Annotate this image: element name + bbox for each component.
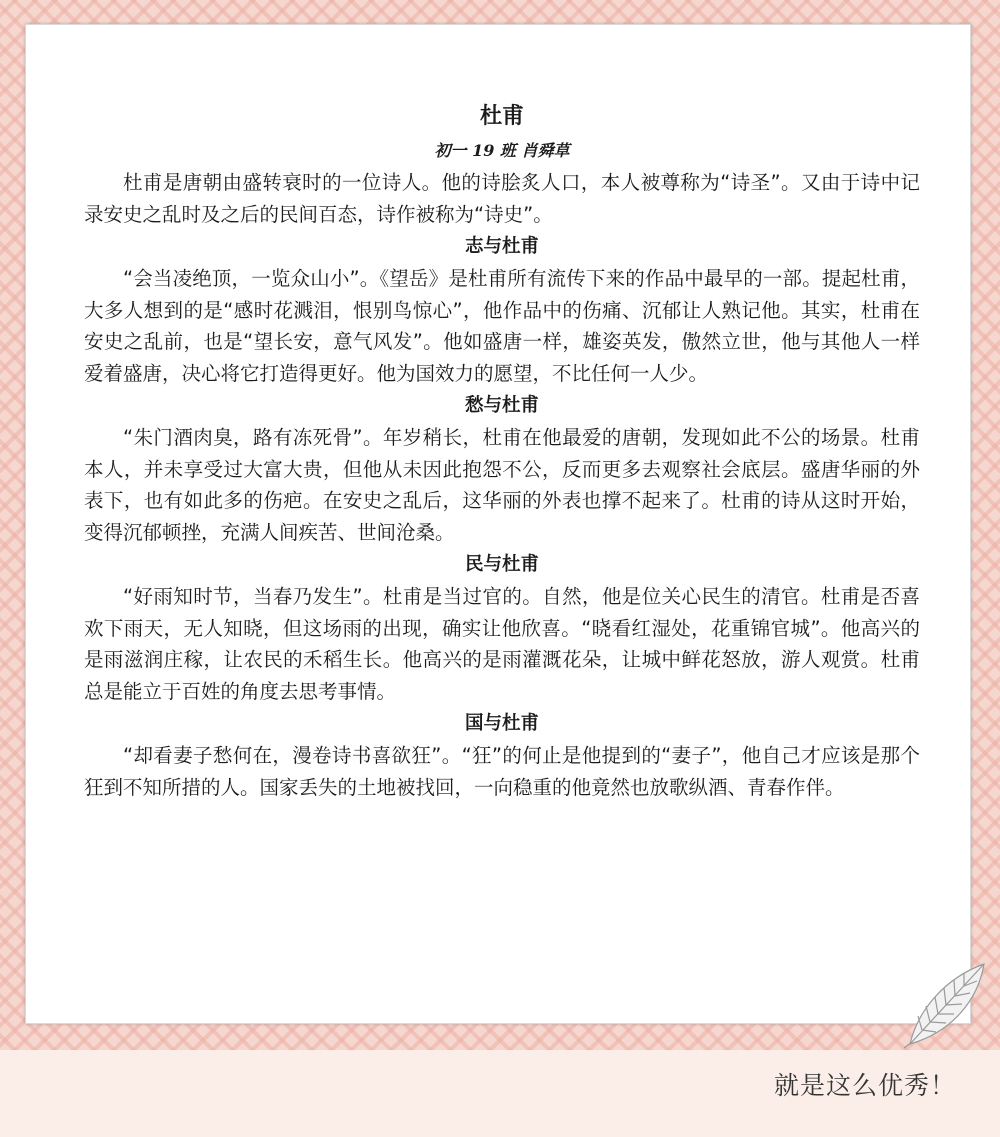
section-heading-ambition: 志与杜甫 — [464, 236, 539, 257]
leaf-icon — [900, 960, 990, 1050]
article-author: 初一 19 班 肖舜草 — [434, 141, 570, 160]
intro-paragraph: 杜甫是唐朝由盛转衰时的一位诗人。他的诗脍炙人口，本人被尊称为“诗圣”。又由于诗中记录安史之乱时及之后的民间百态，诗作被称为“诗史”。 — [84, 171, 920, 226]
section-paragraph-people: “好雨知时节，当春乃发生”。杜甫是当过官的。自然，他是位关心民生的清官。杜甫是否喜欢下雨天，无人知晓，但这场雨的出现，确实让他欣喜。“晓看红湿处，花重锦官城”。他高兴的是雨滋润庄稼，让农民的禾稻生长。他高兴的是雨灌溉花朵，让城中鲜花怒放，游人观赏。杜甫总是能立于百姓的角度去思考事情。 — [84, 585, 920, 703]
section-paragraph-ambition: “会当凌绝顶，一览众山小”。《望岳》是杜甫所有流传下来的作品中最早的一部。提起杜甫，大多人想到的是“感时花溅泪，恨别鸟惊心”，他作品中的伤痛、沉郁让人熟记他。其实，杜甫在安史之乱前，也是“望长安，意气风发”。他如盛唐一样，雄姿英发，傲然立世，他与其他人一样爱着盛唐，决心将它打造得更好。他为国效力的愿望，不比任何一人少。 — [84, 267, 920, 385]
section-heading-nation: 国与杜甫 — [464, 713, 539, 734]
section-heading-people: 民与杜甫 — [464, 554, 539, 575]
section-paragraph-sorrow: “朱门酒肉臭，路有冻死骨”。年岁稍长，杜甫在他最爱的唐朝，发现如此不公的场景。杜甫本人，并未享受过大富大贵，但他从未因此抱怨不公，反而更多去观察社会底层。盛唐华丽的外表下，也有如此多的伤疤。在安史之乱后，这华丽的外表也撑不起来了。杜甫的诗从这时开始，变得沉郁顿挫，充满人间疾苦、世间沧桑。 — [84, 426, 920, 544]
section-paragraph-nation: “却看妻子愁何在，漫卷诗书喜欲狂”。“狂”的何止是他提到的“妻子”，他自己才应该是那个狂到不知所措的人。国家丢失的土地被找回，一向稳重的他竟然也放歌纵酒、青春作伴。 — [84, 744, 920, 799]
footer-bar — [0, 1050, 1000, 1137]
article-content — [84, 99, 920, 803]
footer-caption: 就是这么优秀！ — [773, 1071, 956, 1100]
section-heading-sorrow: 愁与杜甫 — [464, 395, 539, 416]
article-title: 杜甫 — [479, 104, 524, 129]
article-card — [25, 24, 971, 1024]
